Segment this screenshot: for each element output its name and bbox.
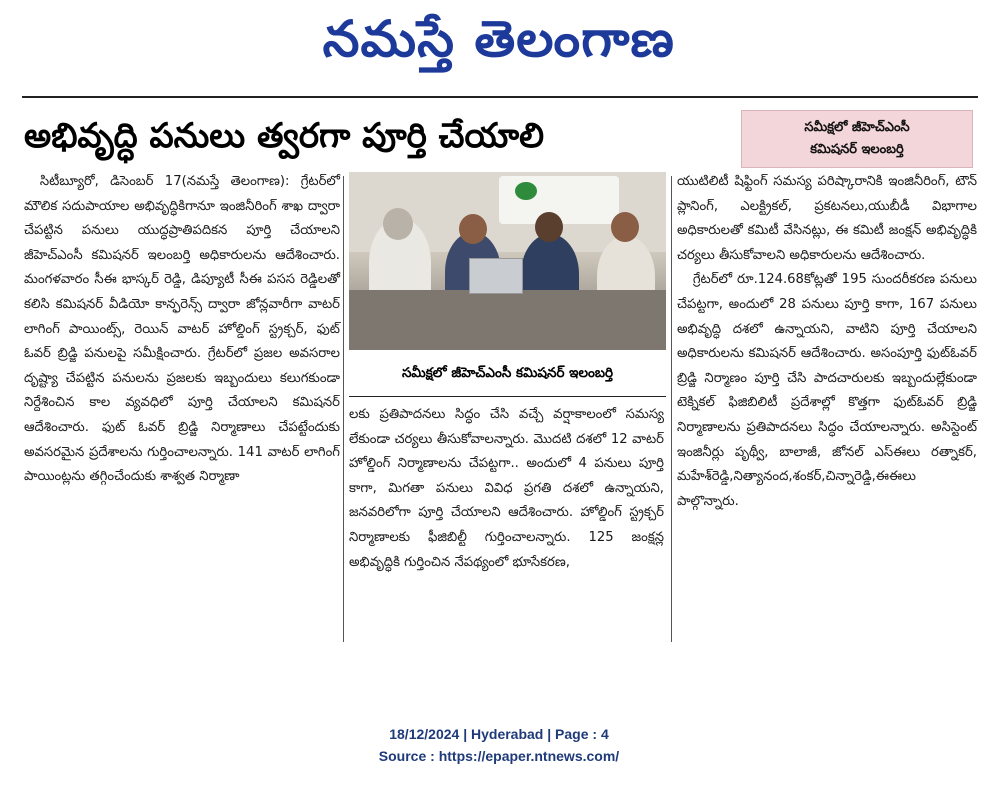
photo-logo [515, 182, 537, 200]
article-column-1 [24, 170, 340, 640]
column-divider-2 [671, 176, 672, 642]
kicker-line2: కమిషనర్ ఇలంబర్తి [810, 142, 904, 157]
photo-head-4 [611, 212, 639, 242]
caption-rule [349, 396, 666, 397]
footer-source: Source : https://epaper.ntnews.com/ [378, 748, 620, 764]
column-2-text: లకు ప్రతిపాదనలు సిద్ధం చేసి వచ్చే వర్షాకాలంలో సమస్య లేకుండా చర్యలు తీసుకోవాలన్నారు. మొదటి దశలో 12 వాటర్ హోల్డింగ్ నిర్మాణాలను చేపట్టగా.. అందులో 4 పనులు పూర్తి కాగా, మిగతా పనులు వివిధ ప్రగతి దశలో ఉన్నాయని, జనవరిలోగా పూర్తి చేయాలని ఆదేశించారు. హోల్డింగ్ స్ట్రక్చర్ నిర్మాణాలకు ఫీజిబిల్టీ గుర్తించాలన్నారు. 125 జంక్షన్ల అభివృద్ధికి గుర్తించిన నేపథ్యంలో భూసేకరణ, [349, 407, 664, 570]
photo-head-2 [459, 214, 487, 244]
kicker-box [741, 110, 973, 168]
column-3-paragraph-2: గ్రేటర్‌లో రూ.124.68కోట్లతో 195 సుందరీకరణ పనులు చేపట్టగా, అందులో 28 పనులు పూర్తి కాగా, 167 పనులు అభివృద్ధి దశలో ఉన్నాయని, వాటిని పూర్తి చేయాలని అధికారులను కమిషనర్ ఆదేశించారు. అసంపూర్తి ఫుట్‌ఓవర్ బ్రిడ్జి నిర్మాణం పూర్తి చేసి పాదచారులకు ఇబ్బందుల్లేకుండా టెక్నికల్ ఫిజిబిలిటీ ప్రదేశాల్లో కొత్తగా ఫుట్‌ఓవర్ బ్రిడ్జి నిర్మాణాలను ప్రతిపాదనలు సిద్ధం చేయాలన్నారు. అసిస్టెంట్ ఇంజినీర్లు పృథ్వీ, బాలాజీ, జోనల్ ఎస్ఈలు రత్నాకర్, మహేశ్‌రెడ్డి,నిత్యానంద,శంకర్,చిన్నారెడ్డి,ఈఈలు పాల్గొన్నారు. [677, 272, 977, 509]
column-3-paragraph-1: యుటిలిటీ షిఫ్టింగ్ సమస్య పరిష్కారానికి ఇంజినీరింగ్, టౌన్ ప్లానింగ్, ఎలక్ట్రికల్, ప్రకటనలు,యుబీడీ విభాగాల అధికారులతో కమిటీ వేసినట్లు, ఈ కమిటీ జంక్షన్ అభివృద్ధికి చర్యలు తీసుకోవాలని అధికారులను ఆదేశించారు. [677, 174, 977, 263]
photo-caption: సమీక్షలో జీహెచ్‌ఎంసీ కమిషనర్ ఇలంబర్తి [401, 365, 614, 381]
photo-table [349, 290, 666, 350]
article-column-2 [349, 403, 664, 643]
column-1-text: సిటీబ్యూరో, డిసెంబర్ 17(నమస్తే తెలంగాణ): గ్రేటర్‌లో మౌలిక సదుపాయాల అభివృద్ధికిగానూ ఇంజినీరింగ్ శాఖ ద్వారా చేపట్టిన పనులు యుద్ధప్రాతిపదికన పూర్తి చేయాలని జీహెచ్‌ఎంసీ కమిషనర్ ఇలంబర్తి అధికారులను ఆదేశించారు. మంగళవారం సీఈ భాస్కర్ రెడ్డి, డిప్యూటీ సీఈ పసస రెడ్డిలతో కలిసి కమిషనర్ వీడియో కాన్ఫరెన్స్ ద్వారా జోన్లవారీగా వాటర్ లాగింగ్ పాయింట్స్, రెయిన్ వాటర్ హోల్డింగ్ స్ట్రక్చర్, ఫుట్ ఓవర్ బ్రిడ్జి పనులపై సమీక్షించారు. గ్రేటర్‌లో ప్రజల అవసరాల దృష్ట్యా చేపట్టిన పనులను ప్రజలకు ఇబ్బందులు కలుగకుండా నిర్దేశించిన కాల వ్యవధిలో పూర్తి చేయాలని కమిషనర్ ఆదేశించారు. ఫుట్ ఓవర్ బ్రిడ్జి నిర్మాణాలు చేపట్టేందుకు అవసరమైన ప్రదేశాలను గుర్తించాలన్నారు. 141 వాటర్ లాగింగ్ పాయింట్లను తగ్గించేందుకు శాశ్వత నిర్మాణా [24, 174, 340, 485]
article-photo [349, 172, 666, 350]
masthead [0, 6, 998, 76]
kicker-line1: సమీక్షలో జీహెచ్‌ఎంసీ [804, 120, 910, 135]
photo-head-1 [383, 208, 413, 240]
article-column-3 [677, 170, 977, 640]
photo-head-3 [535, 212, 563, 242]
article-headline: అభివృద్ధి పనులు త్వరగా పూర్తి చేయాలి [24, 116, 545, 156]
top-rule [22, 96, 978, 98]
masthead-title: నమస్తే తెలంగాణ [322, 10, 676, 68]
photo-laptop [469, 258, 523, 294]
column-divider-1 [343, 176, 344, 642]
footer-dateline: 18/12/2024 | Hyderabad | Page : 4 [389, 726, 609, 742]
